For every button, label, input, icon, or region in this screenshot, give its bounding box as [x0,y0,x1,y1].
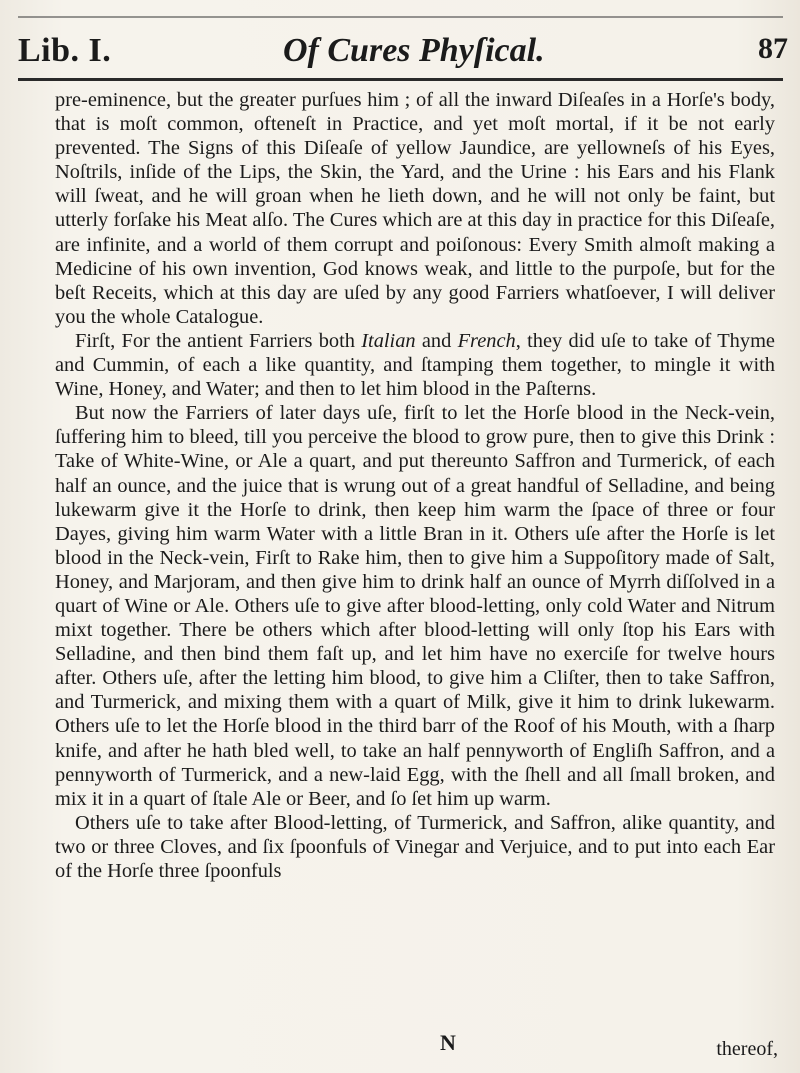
signature-mark: N [440,1030,456,1055]
page-body [55,88,775,883]
italic-word-french: French [457,329,516,352]
page-header [18,18,788,68]
paragraph-3: But now the Farriers of later days uſe, firſt to let the Horſe blood in the Neck-vein, ſuffering him to bleed, till you perceive the blood to grow pure, then to give this Drink : Take of White-Wine, or Ale a quart, and put thereunto Saffron and Turmerick, of each half an ounce, and the juice that is wrung out of a great handful of Selladine, and being lukewarm give it the Horſe to drink, then keep him warm the ſpace of three or four Dayes, giving him warm Water with a little Bran in it. Others uſe after the Horſe is let blood in the Neck-vein, Firſt to Rake him, then to give him a Suppoſitory made of Salt, Honey, and Marjoram, and then give him to drink half an ounce of Myrrh diſſolved in a quart of Wine or Ale. Others uſe to give after blood-letting, only cold Water and Nitrum mixt together. There be others which after blood-letting will only ſtop his Ears with Selladine, and then bind them faſt up, and let him have no exerciſe for twelve hours after. Others uſe, after the letting him blood, to give him a Cliſter, then to take Saffron, and Turmerick, and mixing them with a quart of Milk, give it him to drink lukewarm. Others uſe to let the Horſe blood in the third barr of the Roof of his Mouth, with a ſharp knife, and after he hath bled well, to take an half pennyworth of Engliſh Saffron, and a pennyworth of Turmerick, and a new-laid Egg, with the ſhell and all ſmall broken, and mix it in a quart of ſtale Ale or Beer, and ſo ſet him up warm. [55,402,775,810]
catchword: thereof, [716,1038,778,1060]
page-number: 87 [758,32,788,65]
paragraph-4: Others uſe to take after Blood-letting, of Turmerick, and Saffron, alike quantity, and two or three Cloves, and ſix ſpoonfuls of Vinegar and Verjuice, and to put into each Ear of the Horſe three ſpoonfuls [55,811,775,882]
paragraph-2-text-a: Firſt, For the antient Farriers both [75,329,362,352]
paragraph-2-text-c: , they did uſe to take of Thyme and Cummin, of each a like quantity, and ſtamping them together, to mingle it with Wine, Honey, and Water; and then to let him blood in the Paſterns. [55,329,775,401]
paragraph-2 [55,329,775,401]
paragraph-1: pre-eminence, but the greater purſues him ; of all the inward Diſeaſes in a Horſe's body, that is moſt common, ofteneſt in Practice, and yet moſt mortal, if it be not early prevented. The Signs of this Diſeaſe of yellow Jaundice, are yellowneſs of his Eyes, Noſtrils, inſide of the Lips, the Skin, the Yard, and the Urine : his Ears and his Flank will ſweat, and he will groan when he lieth down, and he will not only be faint, but utterly forſake his Meat alſo. The Cures which are at this day in practice for this Diſeaſe, are infinite, and a world of them corrupt and poiſonous: Every Smith almoſt making a Medicine of his own invention, God knows weak, and little to the purpoſe, but for the beſt Receits, which at this day are uſed by any good Farriers whatſoever, I will deliver you the whole Catalogue. [55,89,775,328]
italic-word-italian: Italian [361,329,416,352]
running-title: Of Cures Phyſical. [283,32,545,69]
header-rule [18,78,783,81]
book-section-label: Lib. I. [18,32,112,69]
paragraph-2-text-b: and [415,329,458,352]
